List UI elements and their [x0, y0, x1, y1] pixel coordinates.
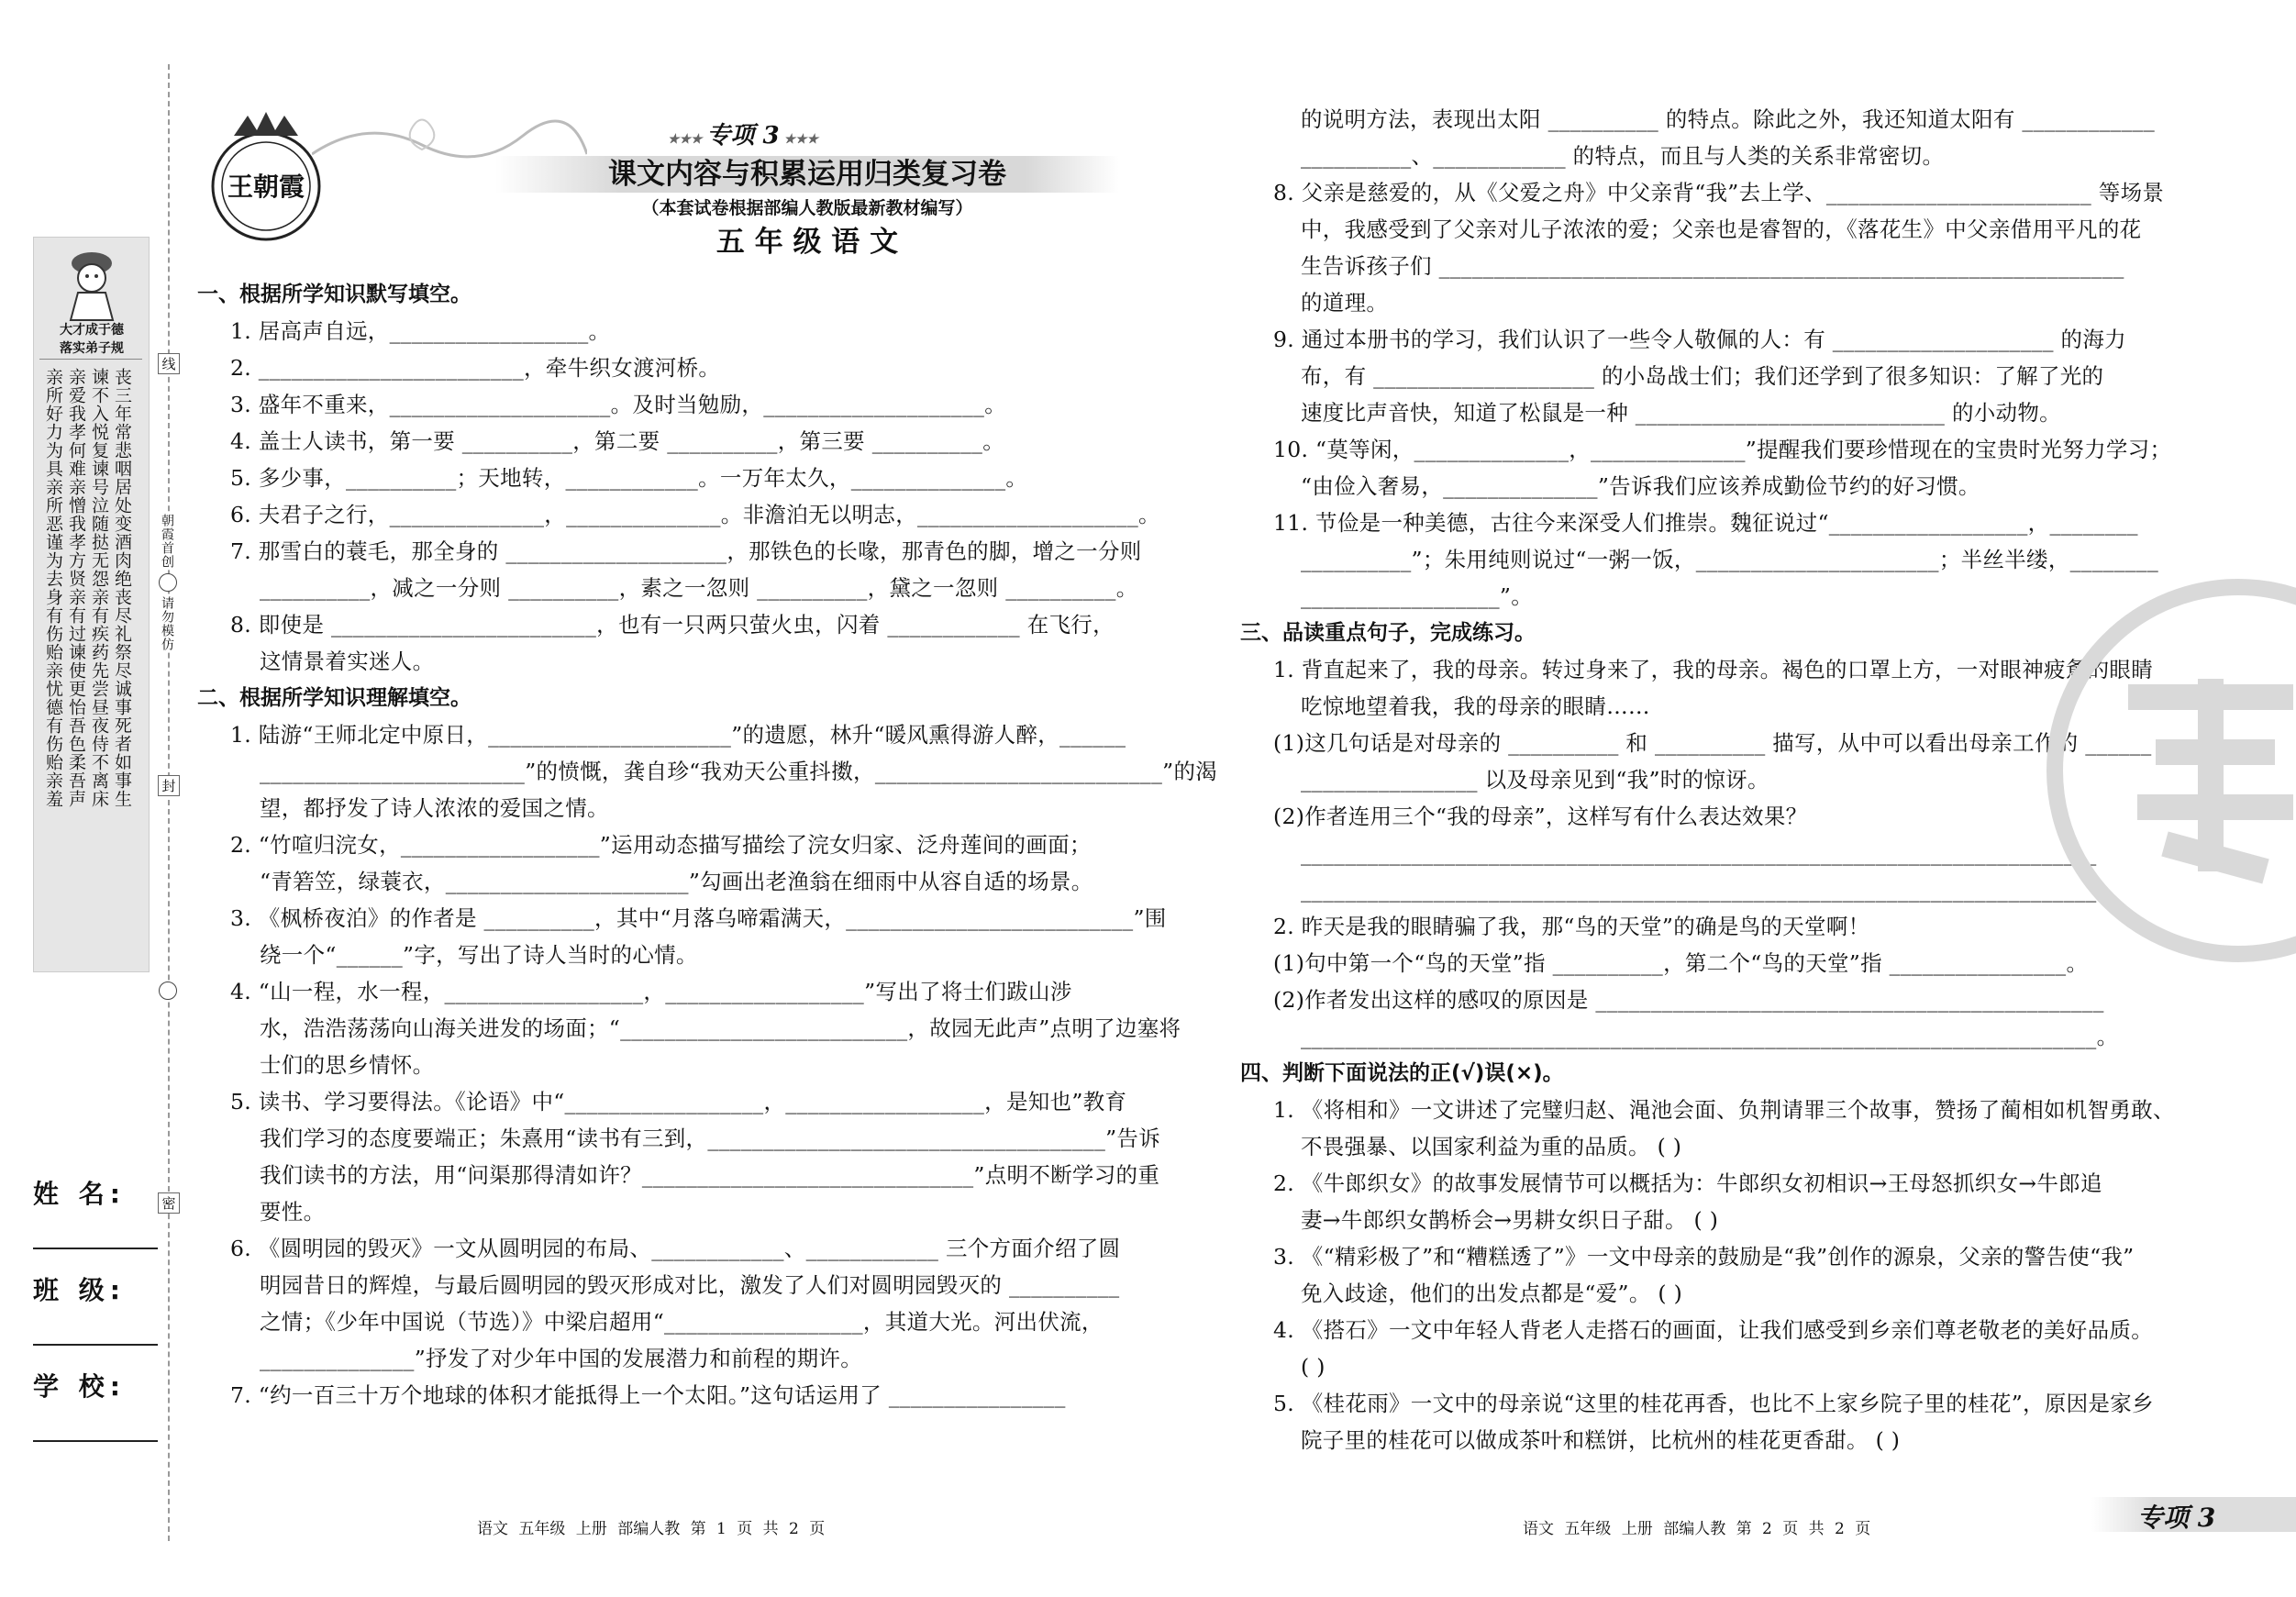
question-line[interactable]: ( ): [1301, 1354, 1325, 1380]
section-heading: 四、判断下面说法的正(√)误(×)。: [1240, 1061, 1564, 1085]
question-line[interactable]: 2. 昨天是我的眼睛骗了我，那“鸟的天堂”的确是鸟的天堂啊！: [1273, 914, 1870, 939]
footer-tag: 专项 3: [2137, 1503, 2216, 1533]
question-line[interactable]: 7. 那雪白的蓑毛，那全身的 ____________________，那铁色的长喙，那青色的脚，增之一分则: [230, 538, 1142, 564]
sidebar-rule: [39, 359, 142, 360]
circle-mark-icon: [159, 981, 177, 1000]
question-line[interactable]: 4. 盖士人读书，第一要 __________，第二要 __________，第三要 __________。: [230, 428, 1005, 454]
left-question-column: [197, 276, 1218, 1414]
question-line[interactable]: 速度比声音快，知道了松鼠是一种 ____________________________ 的小动物。: [1301, 400, 2061, 426]
side-mark-original: 朝霞首创: [160, 514, 174, 569]
question-line[interactable]: ________________ 以及母亲见到“我”时的惊讶。: [1301, 767, 1769, 793]
footer-page-2: 语文 五年级 上册 部编人教 第 2 页 共 2 页: [1523, 1520, 1871, 1538]
footer-page-1: 语文 五年级 上册 部编人教 第 1 页 共 2 页: [477, 1520, 826, 1538]
question-line[interactable]: (1)这几句话是对母亲的 __________ 和 __________ 描写，从中可以看出母亲工作的 ______: [1273, 730, 2152, 756]
question-line[interactable]: 10. “莫等闲，______________，______________”提醒我们要珍惜现在的宝贵时光努力学习；: [1273, 437, 2172, 462]
side-mark-no-copy: 请勿模仿: [160, 596, 174, 651]
sidebar-panel: [33, 237, 150, 972]
question-line[interactable]: 5. 《桂花雨》一文中的母亲说“这里的桂花再香，也比不上家乡院子里的桂花”，原因是家乡: [1273, 1391, 2154, 1416]
question-line[interactable]: 生告诉孩子们 ______________________________________________________________: [1301, 253, 2124, 279]
question-line[interactable]: 士们的思乡情怀。: [260, 1052, 435, 1078]
star-icon: ★★★: [667, 132, 707, 147]
side-mark-mi: 密: [158, 1192, 180, 1214]
question-line[interactable]: 绕一个“______”字，写出了诗人当时的心情。: [260, 942, 698, 968]
question-line[interactable]: __________，减之一分则 __________，素之一忽则 __________，黛之一忽则 __________。: [260, 575, 1138, 601]
question-line[interactable]: 8. 父亲是慈爱的，从《父爱之舟》中父亲背“我”去上学、________________________ 等场景: [1273, 180, 2165, 205]
school-label: 学 校:: [33, 1371, 126, 1402]
question-line[interactable]: ________________________________________________________________________: [1301, 840, 2097, 866]
question-line[interactable]: 这情景着实迷人。: [260, 649, 435, 674]
question-line[interactable]: ________________________”的愤慨，龚自珍“我劝天公重抖擞，__________________________”的渴: [260, 759, 1218, 784]
question-line[interactable]: 3. 《“精彩极了”和“糟糕透了”》一文中母亲的鼓励是“我”创作的源泉，父亲的警告使“我”: [1273, 1244, 2135, 1270]
question-line[interactable]: (1)句中第一个“鸟的天堂”指 __________，第二个“鸟的天堂”指 ________________。: [1273, 950, 2089, 976]
question-line[interactable]: 明园昔日的辉煌，与最后圆明园的毁灭形成对比，激发了人们对圆明园毁灭的 __________: [260, 1272, 1120, 1298]
question-line[interactable]: __________、____________ 的特点，而且与人类的关系非常密切。: [1301, 143, 1945, 169]
question-line[interactable]: 3. 盛年不重来，____________________。及时当勉励，____________________。: [230, 392, 1006, 417]
question-line[interactable]: 8. 即使是 ________________________，也有一只两只萤火虫，闪着 ____________ 在飞行，: [230, 612, 1115, 638]
question-line[interactable]: 9. 通过本册书的学习，我们认识了一些令人敬佩的人：有 ____________________ 的海力: [1273, 327, 2126, 352]
section-heading: 二、根据所学知识理解填空。: [197, 686, 471, 710]
sidebar-motto-2: 落实弟子规: [60, 341, 124, 356]
binding-line: [168, 64, 170, 1541]
side-mark-xian: 线: [158, 353, 180, 374]
question-line[interactable]: 吃惊地望着我，我的母亲的眼睛……: [1301, 693, 1650, 719]
question-line[interactable]: 免入歧途，他们的出发点都是“爱”。 ( ): [1301, 1281, 1683, 1306]
question-line[interactable]: 不畏强暴、以国家利益为重的品质。 ( ): [1301, 1134, 1682, 1159]
question-line[interactable]: 水，浩浩荡荡向山海关进发的场面；“__________________________，故园无此声”点明了边塞将: [260, 1015, 1181, 1041]
question-line[interactable]: 要性。: [260, 1199, 326, 1225]
page-title: 课文内容与积累运用归类复习卷: [608, 158, 1006, 191]
question-line[interactable]: 5. 读书、学习要得法。《论语》中“__________________，__________________，是知也”教育: [230, 1089, 1127, 1115]
question-line[interactable]: “青箬笠，绿蓑衣，______________________”勾画出老渔翁在细雨中从容自适的场景。: [260, 869, 1093, 894]
question-line[interactable]: 布，有 ____________________ 的小岛战士们；我们还学到了很多知识：了解了光的: [1301, 363, 2104, 389]
question-line[interactable]: (2)作者连用三个“我的母亲”，这样写有什么表达效果？: [1273, 804, 1808, 829]
section-heading: 一、根据所学知识默写填空。: [197, 283, 471, 306]
question-line[interactable]: 望，都抒发了诗人浓浓的爱国之情。: [260, 795, 609, 821]
question-line[interactable]: 4. 《搭石》一文中年轻人背老人走搭石的画面，让我们感受到乡亲们尊老敬老的美好品质。: [1273, 1317, 2153, 1343]
page-subtitle: （本套试卷根据部编人教版最新教材编写）: [641, 198, 973, 218]
question-line[interactable]: 3. 《枫桥夜泊》的作者是 __________，其中“月落乌啼霜满天，__________________________”围: [230, 905, 1167, 931]
question-line[interactable]: 之情；《少年中国说（节选）》中梁启超用“__________________，其道大光。河出伏流，: [260, 1309, 1104, 1335]
question-line[interactable]: 6. 《圆明园的毁灭》一文从圆明园的布局、____________、____________ 三个方面介绍了圆: [230, 1236, 1121, 1261]
sidebar-motto-1: 大才成于德: [60, 323, 124, 338]
watermark-seal-icon: [2018, 569, 2296, 972]
question-line[interactable]: 1. 居高声自远，__________________。: [230, 318, 611, 344]
logo-text: 王朝霞: [227, 172, 305, 202]
question-line[interactable]: ________________________________________________________________________: [1301, 877, 2097, 903]
question-line[interactable]: 1. 陆游“王师北定中原日，______________________”的遗愿，林升“暖风熏得游人醉，______: [230, 722, 1126, 748]
question-line[interactable]: 我们读书的方法，用“问渠那得清如许？______________________________”点明不断学习的重: [260, 1162, 1160, 1188]
grade-title: 五 年 级 语 文: [715, 226, 899, 259]
question-line[interactable]: “由俭入奢易，______________”告诉我们应该养成勤俭节约的好习惯。: [1301, 473, 1980, 499]
question-line[interactable]: 的说明方法，表现出太阳 __________ 的特点。除此之外，我还知道太阳有 ____________: [1301, 106, 2156, 132]
question-line[interactable]: 1. 背直起来了，我的母亲。转过身来了，我的母亲。褐色的口罩上方，一对眼神疲惫的眼睛: [1273, 657, 2153, 682]
star-icon: ★★★: [779, 132, 819, 147]
question-line[interactable]: 2. ________________________，牵牛织女渡河桥。: [230, 355, 721, 381]
question-line[interactable]: 的道理。: [1301, 290, 1389, 316]
question-line[interactable]: 11. 节俭是一种美德，古往今来深受人们推崇。魏征说过“__________________，________: [1273, 510, 2138, 536]
cartoon-scholar-icon: [60, 245, 124, 323]
class-label: 班 级:: [33, 1275, 126, 1305]
question-line[interactable]: 2. 《牛郎织女》的故事发展情节可以概括为：牛郎织女初相识→王母怒抓织女→牛郎追: [1273, 1170, 2102, 1196]
question-line[interactable]: ______________”抒发了对少年中国的发展潜力和前程的期许。: [260, 1346, 863, 1371]
question-line[interactable]: 我们学习的态度要端正；朱熹用“读书有三到，____________________________________”告诉: [260, 1126, 1161, 1151]
question-line[interactable]: 2. “竹喧归浣女，__________________”运用动态描写描绘了浣女归家、泛舟莲间的画面；: [230, 832, 1092, 858]
sidebar-verses: [43, 368, 131, 955]
sidebar-verse-col: 亲爱我孝何难亲憎我孝方贤亲有过谏使更怡吾色柔吾声: [66, 368, 86, 808]
sidebar-verse-col: 谏不入悦复谏号泣随挞无怨亲有疾药先尝昼夜侍不离床: [89, 368, 109, 808]
question-line[interactable]: __________”；朱用纯则说过“一粥一饭，______________________；半丝半缕，________: [1301, 547, 2159, 572]
question-line[interactable]: 6. 夫君子之行，______________，______________。非澹泊无以明志，____________________。: [230, 502, 1160, 527]
header-badge-text: 专项 3: [706, 122, 780, 150]
school-field[interactable]: [33, 1440, 158, 1442]
question-line[interactable]: __________________”。: [1301, 583, 1534, 609]
name-field[interactable]: [33, 1248, 158, 1249]
question-line[interactable]: 4. “山一程，水一程，__________________，__________________”写出了将士们跋山涉: [230, 979, 1072, 1004]
question-line[interactable]: 妻→牛郎织女鹊桥会→男耕女织日子甜。 ( ): [1301, 1207, 1719, 1233]
circle-mark-icon: [159, 573, 177, 592]
header-badge: [642, 116, 844, 150]
question-line[interactable]: 7. “约一百三十万个地球的体积才能抵得上一个太阳。”这句话运用了 ________________: [230, 1382, 1066, 1408]
sidebar-verse-col: 亲所好力为具亲所恶谨为去身有伤贻亲忧德有伤贻亲羞: [43, 368, 63, 808]
name-label: 姓 名:: [33, 1179, 126, 1209]
side-mark-feng: 封: [158, 775, 180, 796]
class-field[interactable]: [33, 1344, 158, 1346]
question-line[interactable]: 1. 《将相和》一文讲述了完璧归赵、渑池会面、负荆请罪三个故事，赞扬了蔺相如机智勇敢、: [1273, 1097, 2175, 1123]
section-heading: 三、品读重点句子，完成练习。: [1240, 621, 1536, 645]
question-line[interactable]: (2)作者发出这样的感叹的原因是 ______________________________________________: [1273, 987, 2104, 1013]
question-line[interactable]: 5. 多少事，__________；天地转，____________。一万年太久，______________。: [230, 465, 1028, 491]
question-line[interactable]: 院子里的桂花可以做成茶叶和糕饼，比杭州的桂花更香甜。 ( ): [1301, 1427, 1901, 1453]
question-line[interactable]: ________________________________________________________________________。: [1301, 1024, 2119, 1049]
question-line[interactable]: 中，我感受到了父亲对儿子浓浓的爱；父亲也是睿智的，《落花生》中父亲借用平凡的花: [1301, 216, 2142, 242]
sidebar-verse-col: 丧三年常悲咽居处变酒肉绝丧尽礼祭尽诚事死者如事生: [112, 368, 132, 808]
